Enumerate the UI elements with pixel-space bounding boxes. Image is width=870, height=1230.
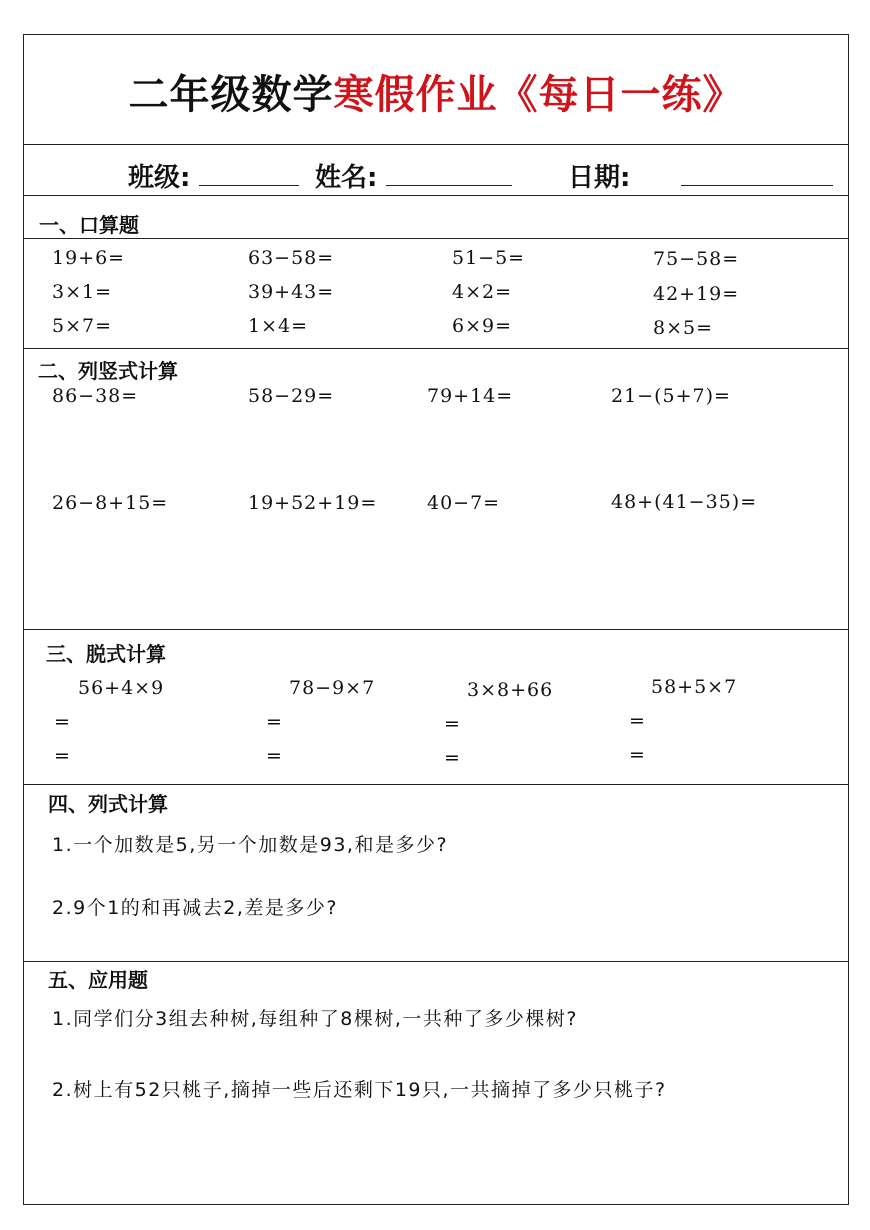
problem: 3×1= xyxy=(52,281,113,303)
problem: 63−58= xyxy=(248,247,335,269)
section-heading-vertical-calc: 二、列竖式计算 xyxy=(38,359,178,383)
problem: 78−9×7 xyxy=(289,677,376,699)
section-heading-mental-math: 一、口算题 xyxy=(39,213,139,237)
class-field xyxy=(128,157,299,194)
problem: 56+4×9 xyxy=(78,677,165,699)
problem: 8×5= xyxy=(653,317,714,339)
divider xyxy=(24,195,848,196)
divider xyxy=(24,784,848,785)
date-field xyxy=(568,157,833,194)
divider xyxy=(24,144,848,145)
worksheet xyxy=(23,34,849,1205)
equals-sign: = xyxy=(54,745,70,767)
page-title xyxy=(24,63,848,120)
problem: 86−38= xyxy=(52,385,139,407)
problem: 19+6= xyxy=(52,247,126,269)
section-heading-application: 五、应用题 xyxy=(48,968,148,992)
equals-sign: = xyxy=(629,710,645,732)
equals-sign: = xyxy=(444,747,460,769)
problem: 40−7= xyxy=(427,492,501,514)
problem: 48+(41−35)= xyxy=(611,491,758,513)
section-heading-expression-calc: 四、列式计算 xyxy=(48,792,168,816)
problem: 4×2= xyxy=(452,281,513,303)
word-problem: 2.树上有52只桃子,摘掉一些后还剩下19只,一共摘掉了多少只桃子? xyxy=(52,1079,667,1101)
problem: 58−29= xyxy=(248,385,335,407)
equals-sign: = xyxy=(54,711,70,733)
problem: 58+5×7 xyxy=(651,676,738,698)
equals-sign: = xyxy=(629,744,645,766)
word-problem: 1.同学们分3组去种树,每组种了8棵树,一共种了多少棵树? xyxy=(52,1008,578,1030)
name-blank[interactable] xyxy=(386,161,512,186)
word-problem: 1.一个加数是5,另一个加数是93,和是多少? xyxy=(52,834,449,856)
date-label: 日期: xyxy=(568,163,631,193)
problem: 75−58= xyxy=(653,248,740,270)
problem: 21−(5+7)= xyxy=(611,385,731,407)
section-heading-step-calc: 三、脱式计算 xyxy=(46,642,166,666)
divider xyxy=(24,238,848,239)
title-part-red: 寒假作业《每日一练》 xyxy=(333,72,744,118)
problem: 42+19= xyxy=(653,283,740,305)
problem: 26−8+15= xyxy=(52,492,169,514)
divider xyxy=(24,348,848,349)
divider xyxy=(24,629,848,630)
name-label: 姓名: xyxy=(315,163,378,193)
problem: 51−5= xyxy=(452,247,526,269)
problem: 5×7= xyxy=(52,315,113,337)
class-label: 班级: xyxy=(128,163,191,193)
word-problem: 2.9个1的和再减去2,差是多少? xyxy=(52,897,339,919)
problem: 39+43= xyxy=(248,281,335,303)
date-blank[interactable] xyxy=(681,161,833,186)
problem: 19+52+19= xyxy=(248,492,378,514)
problem: 79+14= xyxy=(427,385,514,407)
divider xyxy=(24,961,848,962)
problem: 3×8+66 xyxy=(467,679,554,701)
equals-sign: = xyxy=(266,711,282,733)
problem: 6×9= xyxy=(452,315,513,337)
title-part-black: 二年级数学 xyxy=(128,72,334,118)
class-blank[interactable] xyxy=(199,161,299,186)
equals-sign: = xyxy=(266,745,282,767)
problem: 1×4= xyxy=(248,315,309,337)
name-field xyxy=(315,157,512,194)
equals-sign: = xyxy=(444,713,460,735)
